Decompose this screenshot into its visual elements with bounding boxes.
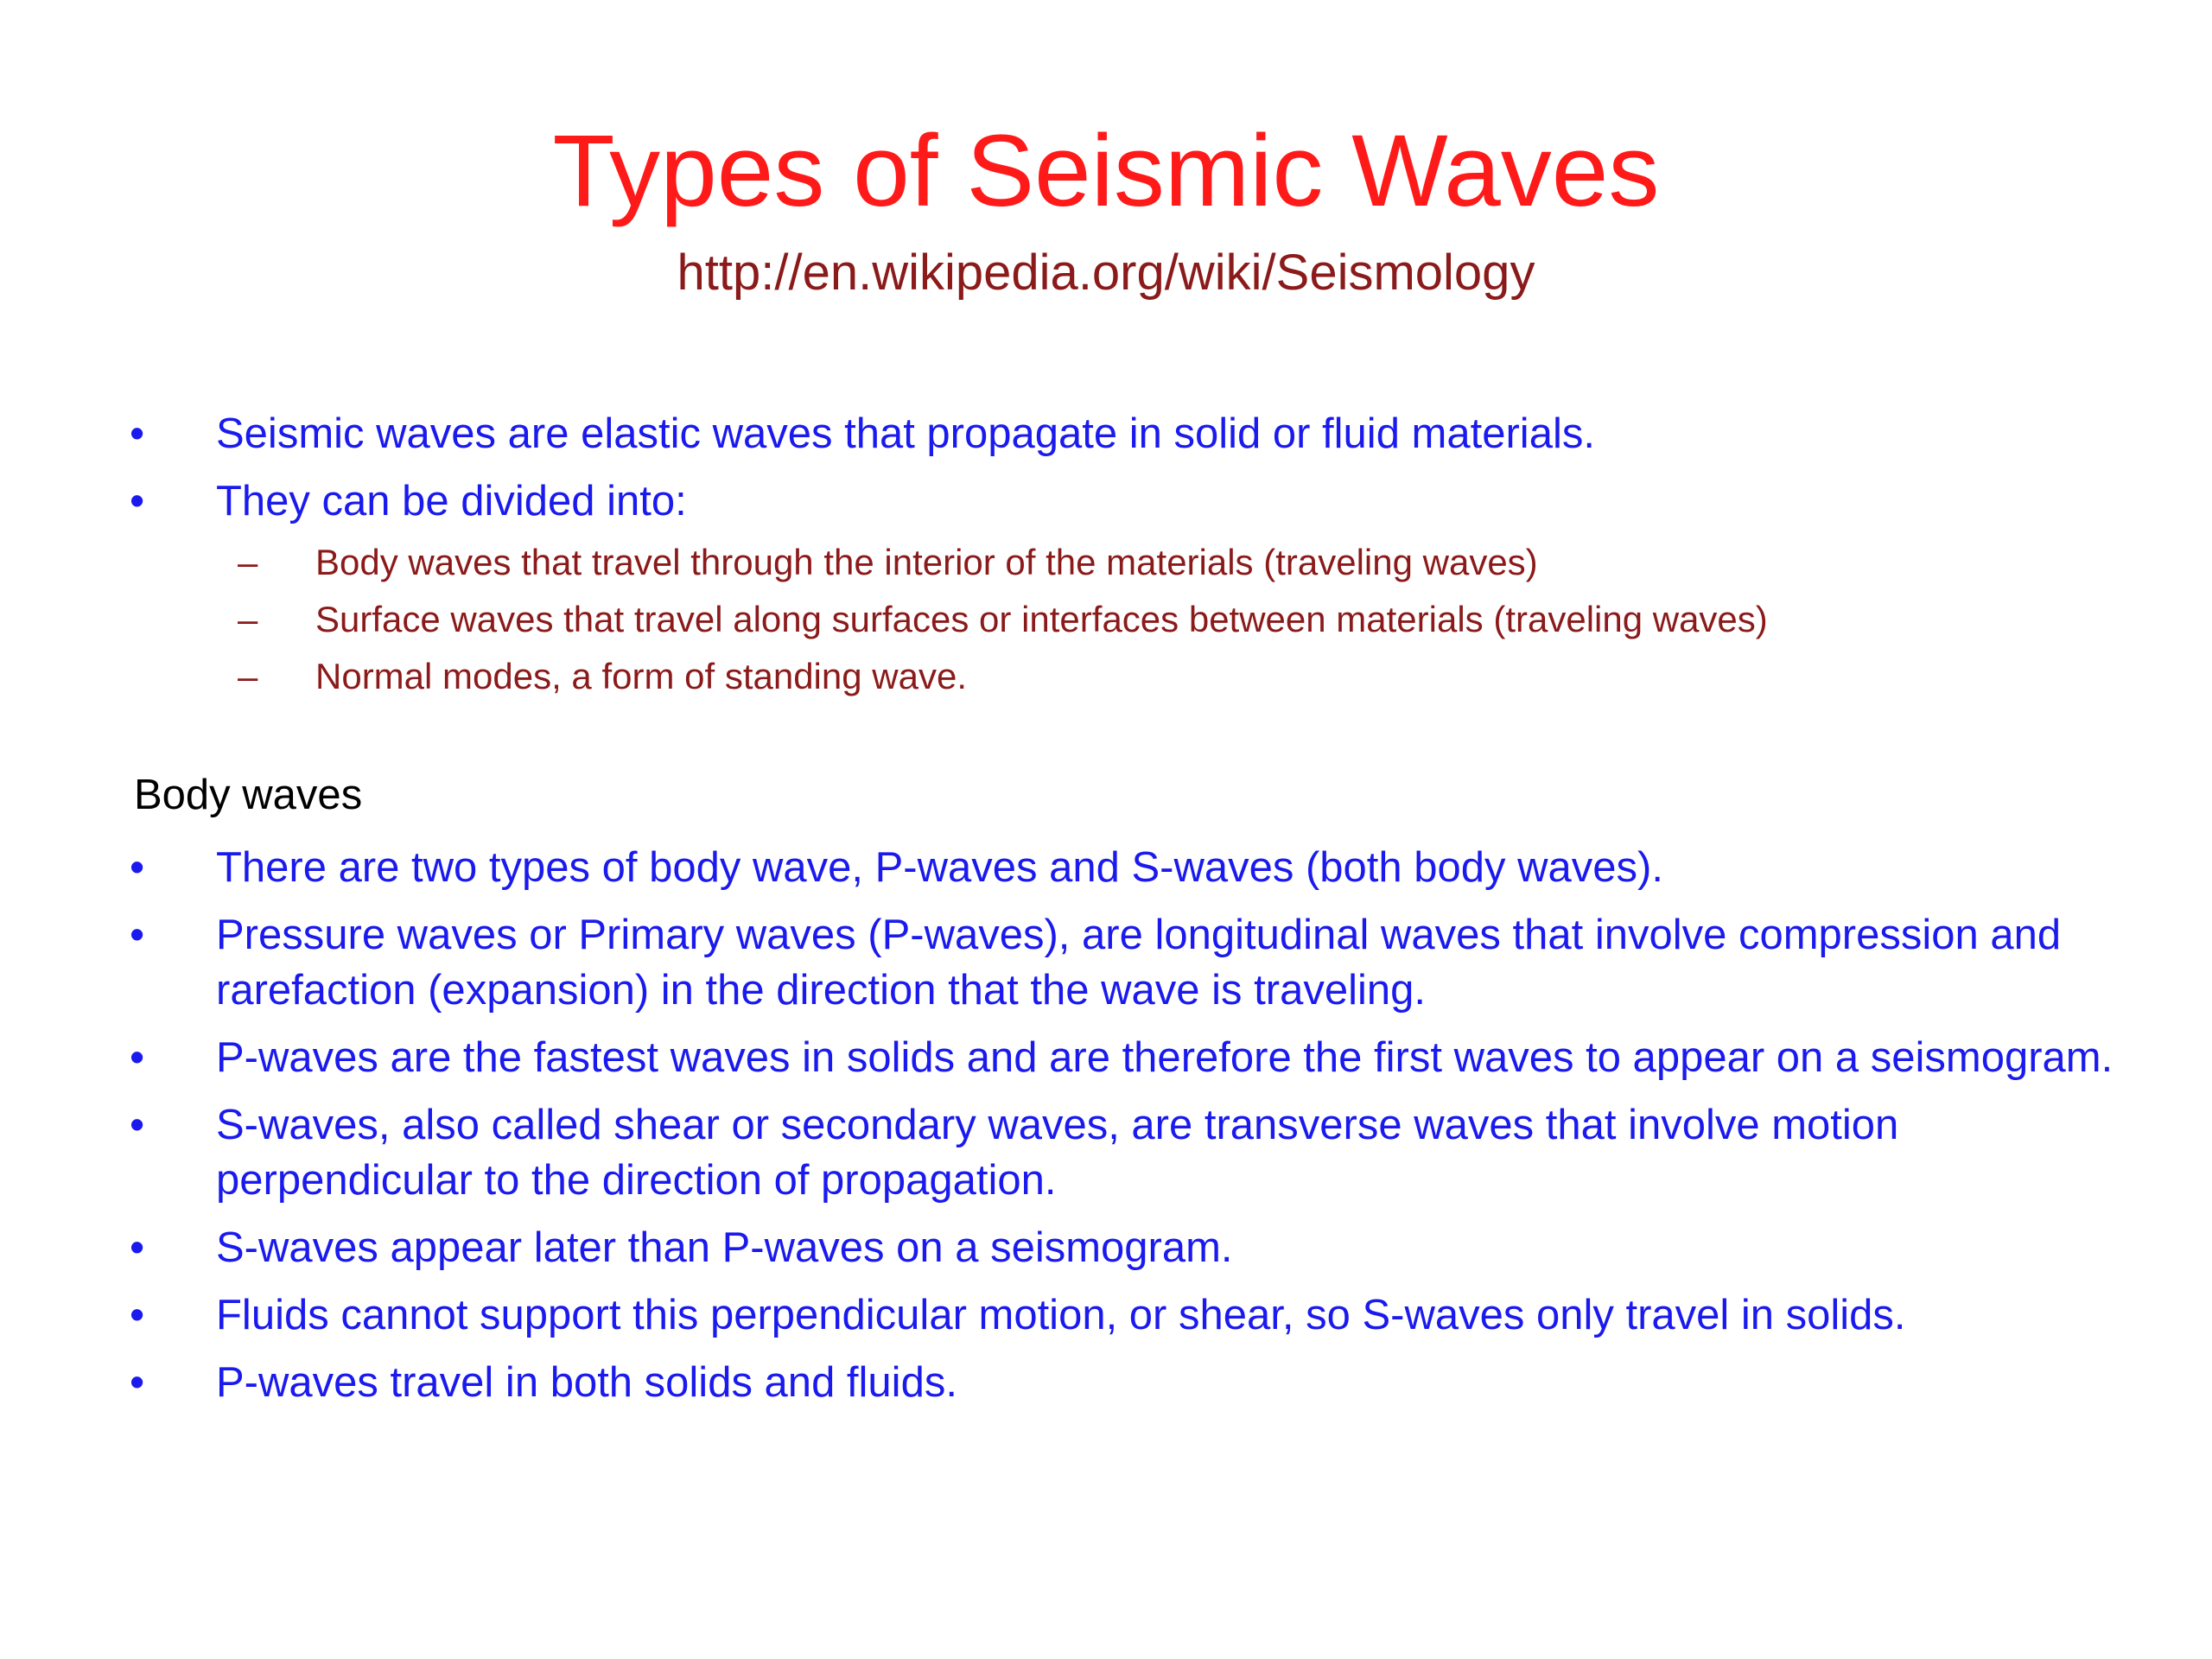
list-item: [130, 406, 2117, 461]
bullet-icon: •: [130, 1292, 145, 1338]
bullet-icon: •: [130, 410, 145, 457]
list-item-text: S-waves, also called shear or secondary waves, are transverse waves that involve motion perpendicular to the direction of propagation.: [216, 1102, 1899, 1204]
list-item-text: Pressure waves or Primary waves (P-waves), are longitudinal waves that involve compression and rarefaction (expansion) in the direction that the wave is traveling.: [216, 912, 2062, 1014]
dash-icon: –: [238, 599, 258, 639]
list-item: [130, 907, 2117, 1018]
list-item: [130, 1287, 2117, 1343]
list-item: [130, 474, 2117, 529]
sub-list-item-text: Normal modes, a form of standing wave.: [315, 656, 967, 696]
list-item-text: There are two types of body wave, P-waves and S-waves (both body waves).: [216, 844, 1663, 891]
dash-icon: –: [238, 656, 258, 696]
list-item-text: Seismic waves are elastic waves that propagate in solid or fluid materials.: [216, 410, 1595, 457]
list-item-text: P-waves travel in both solids and fluids.: [216, 1359, 957, 1406]
bullet-icon: •: [130, 1034, 145, 1081]
list-item-text: Fluids cannot support this perpendicular motion, or shear, so S-waves only travel in solids.: [216, 1292, 1906, 1338]
bullet-icon: •: [130, 912, 145, 958]
bullet-icon: •: [130, 1359, 145, 1406]
sub-list-item: [130, 539, 2117, 586]
list-item: [130, 1220, 2117, 1275]
list-item-text: P-waves are the fastest waves in solids and are therefore the first waves to appear on a seismogram.: [216, 1034, 2113, 1081]
sub-list-item-text: Body waves that travel through the interior of the materials (traveling waves): [315, 542, 1538, 582]
source-url: http://en.wikipedia.org/wiki/Seismology: [677, 245, 1535, 301]
intro-list: [130, 406, 2117, 700]
list-item: [130, 1097, 2117, 1208]
slide-title: Types of Seismic Waves: [552, 114, 1660, 228]
list-item: [130, 840, 2117, 895]
bullet-icon: •: [130, 478, 145, 524]
bullet-icon: •: [130, 844, 145, 891]
list-item-text: They can be divided into:: [216, 478, 687, 524]
list-item: [130, 1355, 2117, 1410]
section-heading-body-waves: Body waves: [134, 772, 363, 818]
sub-list-item: [130, 596, 2117, 643]
sub-list-item-text: Surface waves that travel along surfaces or interfaces between materials (traveling waves): [315, 599, 1768, 639]
list-item-text: S-waves appear later than P-waves on a seismogram.: [216, 1224, 1233, 1271]
bullet-icon: •: [130, 1102, 145, 1148]
dash-icon: –: [238, 542, 258, 582]
list-item: [130, 1030, 2117, 1085]
body-waves-list: [130, 840, 2117, 1410]
bullet-icon: •: [130, 1224, 145, 1271]
sub-list-item: [130, 653, 2117, 700]
